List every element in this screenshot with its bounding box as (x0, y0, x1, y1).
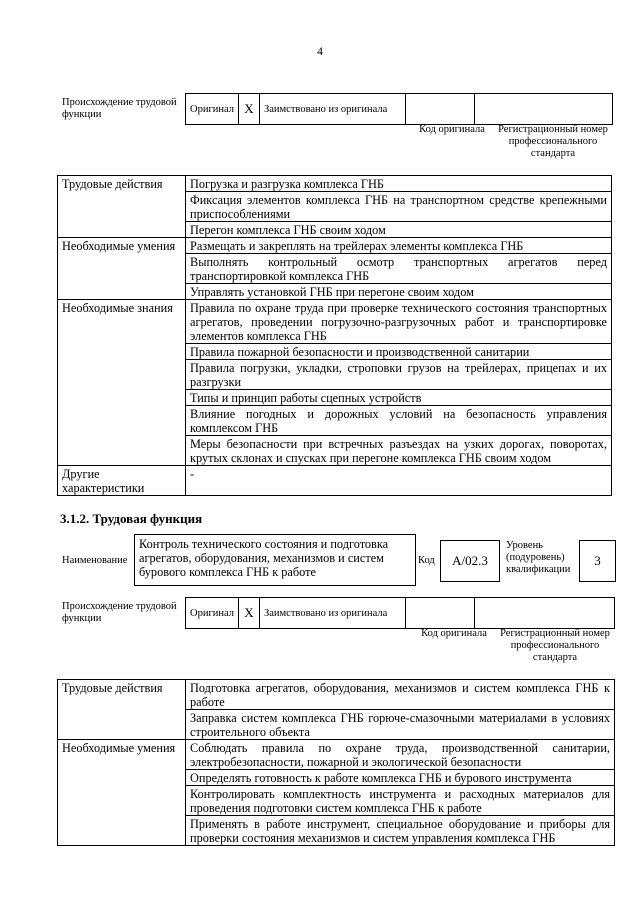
row-label: Другие характеристики (58, 466, 186, 496)
reg-number-cell (475, 598, 615, 629)
reg-number-cell (475, 94, 613, 125)
borrowed-cell: Заимствовано из оригинала (260, 94, 406, 125)
table-cell: Меры безопасности при встречных разъездах на узких дорогах, поворотах, крутых склонах и спусках при перегоне комплекса ГНБ своим ходом (186, 436, 612, 466)
work-function-table-1 (57, 175, 612, 496)
table-cell: Контролировать комплектность инструмента и расходных материалов для проведения подготовки систем комплекса ГНБ к работе (186, 786, 615, 816)
table-cell: Управлять установкой ГНБ при перегоне своим ходом (186, 284, 612, 300)
level-label: Уровень (подуровень) квалификации (506, 540, 571, 575)
table-cell: Типы и принцип работы сцепных устройств (186, 390, 612, 406)
table-cell: Заправка систем комплекса ГНБ горюче-смазочными материалами в условиях строительного объекта (186, 710, 615, 740)
table-cell: Подготовка агрегатов, оборудования, механизмов и систем комплекса ГНБ к работе (186, 680, 615, 710)
code-label: Код (418, 555, 435, 566)
work-function-table-2 (57, 679, 615, 846)
table-row (58, 740, 615, 770)
table-cell: Выполнять контрольный осмотр транспортных агрегатов перед транспортировкой комплекса ГНБ (186, 254, 612, 284)
table-row (58, 300, 612, 344)
qualification-level: 3 (579, 540, 616, 582)
table-cell: Правила пожарной безопасности и производственной санитарии (186, 344, 612, 360)
table-row (58, 466, 612, 496)
table-cell: Правила по охране труда при проверке технического состояния транспортных агрегатов, проведении погрузочно-разгрузочных работ и транспортировке элементов комплекса ГНБ (186, 300, 612, 344)
borrowed-cell: Заимствовано из оригинала (260, 598, 406, 629)
row-label: Необходимые умения (58, 238, 186, 300)
reg-number-caption: Регистрационный номер профессионального стандарта (498, 124, 608, 159)
original-cell: Оригинал (186, 94, 239, 125)
table-cell: Соблюдать правила по охране труда, производственной санитарии, электробезопасности, пожарной и экологической безопасности (186, 740, 615, 770)
row-label: Трудовые действия (58, 680, 186, 740)
origin-label: Происхождение трудовой функции (62, 601, 177, 624)
code-original-caption: Код оригинала (419, 124, 485, 135)
reg-number-caption: Регистрационный номер профессионального стандарта (500, 628, 610, 663)
table-cell: Применять в работе инструмент, специальное оборудование и приборы для проверки состояния механизмов и систем управления комплекса ГНБ (186, 816, 615, 846)
table-row (58, 680, 615, 710)
row-label: Трудовые действия (58, 176, 186, 238)
origin-table (185, 597, 615, 629)
section-title: 3.1.2. Трудовая функция (60, 511, 203, 526)
original-mark: X (239, 94, 260, 125)
code-original-cell (406, 94, 475, 125)
table-cell: Определять готовность к работе комплекса ГНБ и бурового инструмента (186, 770, 615, 786)
table-row (58, 238, 612, 254)
table-cell: Фиксация элементов комплекса ГНБ на транспортном средстве крепежными приспособлениями (186, 192, 612, 222)
table-cell: Влияние погодных и дорожных условий на безопасность управления комплексом ГНБ (186, 406, 612, 436)
table-row (58, 176, 612, 192)
original-mark: X (239, 598, 260, 629)
table-cell: Погрузка и разгрузка комплекса ГНБ (186, 176, 612, 192)
table-cell: Перегон комплекса ГНБ своим ходом (186, 222, 612, 238)
origin-table (185, 93, 613, 125)
code-original-caption: Код оригинала (421, 628, 487, 639)
code-original-cell (406, 598, 475, 629)
table-cell: - (186, 466, 612, 496)
origin-label: Происхождение трудовой функции (62, 97, 177, 120)
function-name: Контроль технического состояния и подготовка агрегатов, оборудования, механизмов и систем бурового комплекса ГНБ к работе (134, 534, 416, 586)
name-label: Наименование (62, 555, 128, 566)
table-cell: Размещать и закреплять на трейлерах элементы комплекса ГНБ (186, 238, 612, 254)
function-code: A/02.3 (440, 540, 500, 582)
row-label: Необходимые умения (58, 740, 186, 846)
table-cell: Правила погрузки, укладки, строповки грузов на трейлерах, прицепах и их разгрузки (186, 360, 612, 390)
row-label: Необходимые знания (58, 300, 186, 466)
original-cell: Оригинал (186, 598, 239, 629)
page-number: 4 (317, 44, 323, 58)
